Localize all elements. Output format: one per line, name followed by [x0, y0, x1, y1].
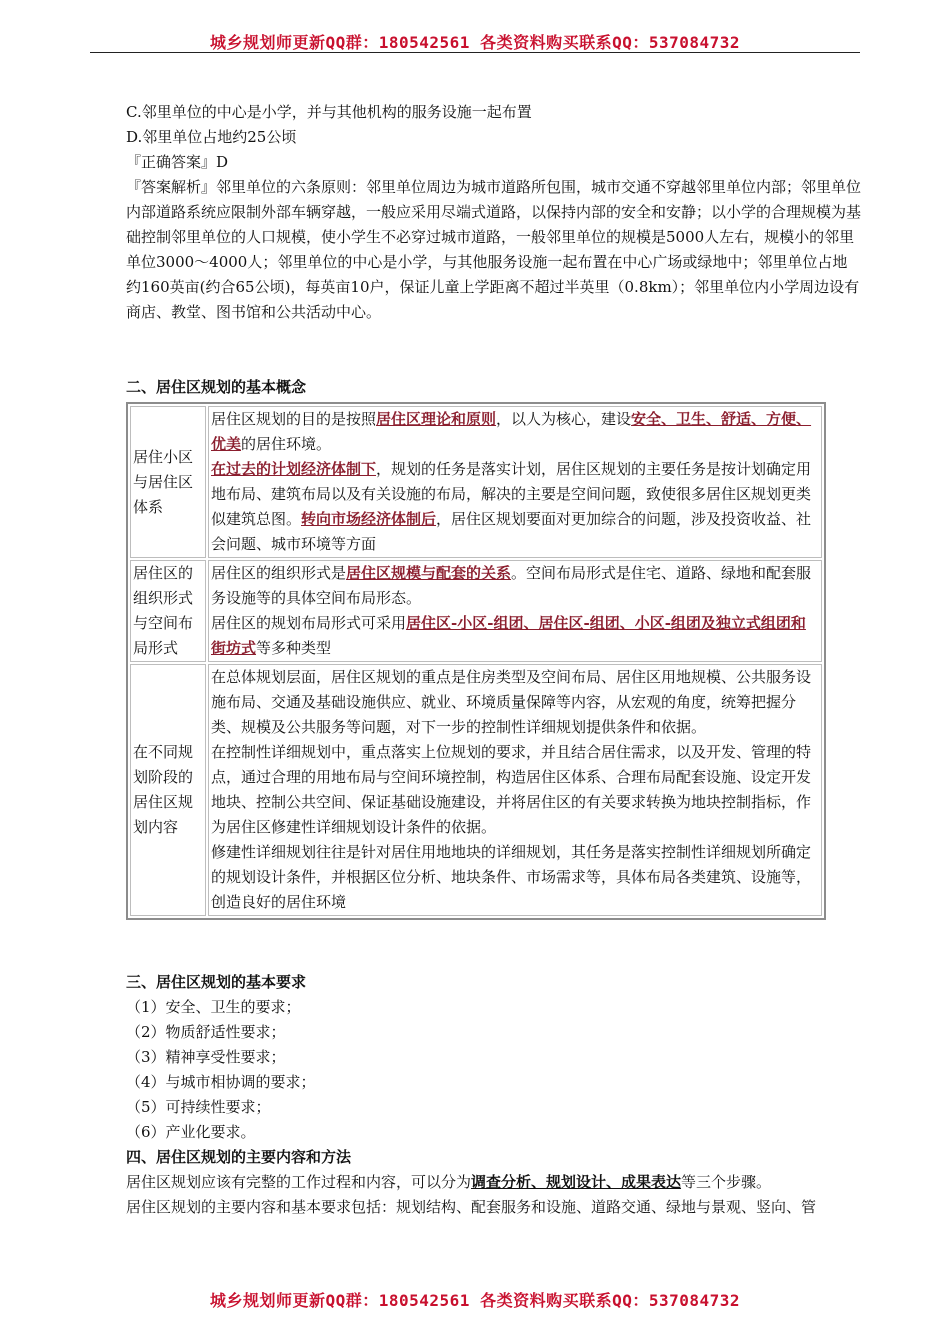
text: 在控制性详细规划中，重点落实上位规划的要求，并且结合居住需求，以及开发、管理的特点，通过合理的用地布局与空间环境控制，构造居住区体系、合理布局配套设施、设定开发地块、控制公共空间、保证基础设施建设，并将居住区的有关要求转换为地块控制指标，作为居住区修建性详细规划设计条件的依据。 [211, 743, 812, 836]
text: ，以人为核心，建设 [496, 410, 632, 428]
list-item: （1）安全、卫生的要求； [126, 998, 301, 1016]
option-c: C.邻里单位的中心是小学，并与其他机构的服务设施一起布置 [126, 103, 532, 121]
table-row [130, 560, 822, 662]
text: 等三个步骤。 [681, 1173, 772, 1191]
text: 居住区的规划布局形式可采用 [211, 614, 407, 632]
highlight-term: 居住区规模与配套的关系 [346, 564, 512, 582]
footer-banner: 城乡规划师更新QQ群：180542561 各类资料购买联系QQ：537084732 [209, 1291, 741, 1310]
text: 的居住环境。 [241, 435, 332, 453]
list-item: （2）物质舒适性要求； [126, 1023, 286, 1041]
text: 修建性详细规划往往是针对居住用地地块的详细规划，其任务是落实控制性详细规划所确定的规划设计条件，并根据区位分析、地块条件、市场需求等，具体布局各类建筑、设施等，创造良好的居住环境 [211, 843, 812, 911]
text: 居住区规划应该有完整的工作过程和内容，可以分为 [126, 1173, 472, 1191]
row-content [208, 664, 822, 916]
text: ，规划的任务是落实计划，居住区规划的主要任务是按计划确定用地布局、建筑布局以及有关设施的布局，解决的主要是空间问题，致使很多居住区规划更类似建筑总图。 [211, 460, 812, 528]
text: 。空间布局形式是住宅、道路、绿地和配套服务设施等的具体空间布局形态。 [211, 564, 812, 607]
section-4-paragraph: 居住区规划的主要内容和基本要求包括：规划结构、配套服务和设施、道路交通、绿地与景观、竖向、管 [126, 1198, 817, 1216]
list-item: （4）与城市相协调的要求； [126, 1073, 316, 1091]
document-body [126, 100, 862, 1220]
correct-answer: 『正确答案』D [126, 153, 229, 171]
highlight-term: 转向市场经济体制后 [301, 510, 437, 528]
answer-analysis: 『答案解析』邻里单位的六条原则：邻里单位周边为城市道路所包围，城市交通不穿越邻里单位内部；邻里单位内部道路系统应限制外部车辆穿越，一般应采用尽端式道路，以保持内部的安全和安静；以小学的合理规模为基础控制邻里单位的人口规模，使小学生不必穿过城市道路，一般邻里单位的规模是5000人左右，规模小的邻里单位3000～4000人；邻里单位的中心是小学，与其他服务设施一起布置在中心广场或绿地中；邻里单位占地约160英亩(约合65公顷)，每英亩10户，保证儿童上学距离不超过半英里（0.8km）；邻里单位内小学周边设有商店、教堂、图书馆和公共活动中心。 [126, 178, 862, 321]
row-label: 居住区的组织形式与空间布局形式 [130, 560, 206, 662]
text: 等多种类型 [256, 639, 332, 657]
header-banner: 城乡规划师更新QQ群：180542561 各类资料购买联系QQ：537084732 [209, 33, 741, 52]
row-content [208, 406, 822, 558]
text: 居住区规划的目的是按照 [211, 410, 377, 428]
section-2-title: 二、居住区规划的基本概念 [126, 378, 307, 396]
text: ，居住区规划要面对更加综合的问题，涉及投资收益、社会问题、城市环境等方面 [211, 510, 812, 553]
highlight-term: 居住区-小区-组团、居住区-组团、小区-组团及独立式组团和街坊式 [211, 614, 806, 657]
text: 居住区的组织形式是 [211, 564, 347, 582]
section-4-title: 四、居住区规划的主要内容和方法 [126, 1148, 352, 1166]
text: 在总体规划层面，居住区规划的重点是住房类型及空间布局、居住区用地规模、公共服务设施布局、交通及基础设施供应、就业、环境质量保障等内容，从宏观的角度，统筹把握分类、规模及公共服务等问题，对下一步的控制性详细规划提供条件和依据。 [211, 668, 812, 736]
list-item: （3）精神享受性要求； [126, 1048, 286, 1066]
highlight-term: 居住区理论和原则 [376, 410, 497, 428]
highlight-term: 在过去的计划经济体制下 [211, 460, 377, 478]
section-4-paragraph [126, 1170, 862, 1195]
row-content [208, 560, 822, 662]
list-item: （6）产业化要求。 [126, 1123, 256, 1141]
table-row [130, 664, 822, 916]
highlight-term: 安全、卫生、舒适、方便、优美 [211, 410, 812, 453]
row-label: 居住小区与居住区体系 [130, 406, 206, 558]
list-item: （5）可持续性要求； [126, 1098, 271, 1116]
option-d: D.邻里单位占地约25公顷 [126, 128, 297, 146]
concept-table [126, 402, 826, 920]
header-divider [90, 52, 860, 53]
underlined-term: 调查分析、规划设计、成果表达 [471, 1173, 682, 1191]
section-3-title: 三、居住区规划的基本要求 [126, 973, 307, 991]
row-label: 在不同规划阶段的居住区规划内容 [130, 664, 206, 916]
table-row [130, 406, 822, 558]
